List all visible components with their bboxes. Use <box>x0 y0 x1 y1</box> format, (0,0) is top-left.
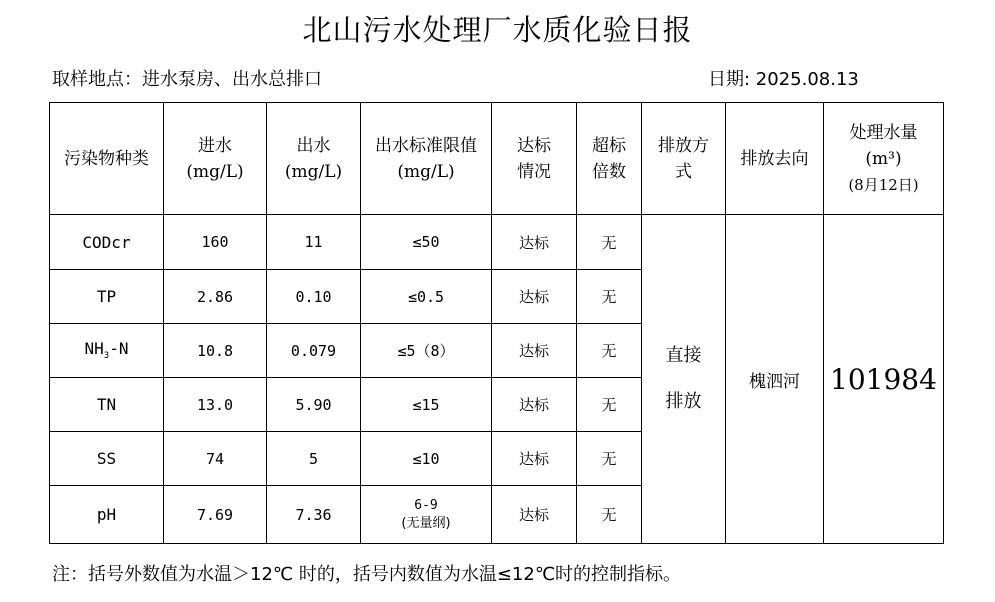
pollutant-name <box>50 324 164 378</box>
header-outflow-unit: (mg/L) <box>284 161 343 182</box>
limit-note: (无量纲) <box>401 515 451 531</box>
treated-volume: 101984 <box>824 215 944 544</box>
header-outflow-label: 出水 <box>296 135 331 156</box>
header-compliance <box>492 103 577 215</box>
pollutant-name-main: NH <box>84 339 104 359</box>
header-discharge-method <box>642 103 726 215</box>
exceed-value: 无 <box>577 486 642 544</box>
outflow-value: 5.90 <box>267 378 361 432</box>
limit-value <box>361 486 492 544</box>
exceed-value: 无 <box>577 270 642 324</box>
outflow-value: 0.079 <box>267 324 361 378</box>
header-discharge-method-label: 排放方式 <box>658 135 709 182</box>
header-inflow <box>164 103 267 215</box>
compliance-status: 达标 <box>492 215 577 270</box>
pollutant-name-subscript: 3 <box>103 351 110 362</box>
header-limit <box>361 103 492 215</box>
discharge-method-line2: 排放 <box>665 391 702 412</box>
inflow-value: 74 <box>164 432 267 486</box>
header-pollutant: 污染物种类 <box>50 103 164 215</box>
compliance-status: 达标 <box>492 432 577 486</box>
inflow-value: 10.8 <box>164 324 267 378</box>
compliance-status: 达标 <box>492 324 577 378</box>
pollutant-name: TP <box>50 270 164 324</box>
inflow-value: 13.0 <box>164 378 267 432</box>
exceed-value: 无 <box>577 215 642 270</box>
limit-value: ≤5（8） <box>361 324 492 378</box>
header-compliance-label: 达标情况 <box>517 135 551 182</box>
header-row <box>50 103 944 215</box>
compliance-status: 达标 <box>492 486 577 544</box>
water-quality-table <box>49 102 944 544</box>
exceed-value: 无 <box>577 378 642 432</box>
table-row <box>50 215 944 270</box>
discharge-destination: 槐泗河 <box>726 215 824 544</box>
pollutant-name: SS <box>50 432 164 486</box>
header-limit-unit: (mg/L) <box>397 161 455 182</box>
header-limit-label: 出水标准限值 <box>375 135 477 156</box>
header-volume-date: (8月12日) <box>848 175 919 194</box>
pollutant-name: TN <box>50 378 164 432</box>
discharge-method <box>642 215 726 544</box>
header-inflow-unit: (mg/L) <box>186 161 244 182</box>
inflow-value: 2.86 <box>164 270 267 324</box>
outflow-value: 5 <box>267 432 361 486</box>
limit-value: ≤15 <box>361 378 492 432</box>
pollutant-name: CODcr <box>50 215 164 270</box>
header-volume <box>824 103 944 215</box>
compliance-status: 达标 <box>492 270 577 324</box>
header-exceed <box>577 103 642 215</box>
discharge-method-line1: 直接 <box>665 345 702 366</box>
header-discharge-dest: 排放去向 <box>726 103 824 215</box>
header-exceed-label: 超标倍数 <box>592 135 626 182</box>
exceed-value: 无 <box>577 432 642 486</box>
inflow-value: 7.69 <box>164 486 267 544</box>
outflow-value: 7.36 <box>267 486 361 544</box>
header-outflow <box>267 103 361 215</box>
header-volume-label: 处理水量 <box>849 122 918 143</box>
limit-value: ≤50 <box>361 215 492 270</box>
pollutant-name-tail: -N <box>109 339 129 359</box>
limit-value: ≤0.5 <box>361 270 492 324</box>
header-volume-unit: (m³) <box>865 148 902 169</box>
inflow-value: 160 <box>164 215 267 270</box>
footnote: 注：括号外数值为水温＞12℃ 时的，括号内数值为水温≤12℃时的控制指标。 <box>52 564 682 585</box>
report-date: 日期: 2025.08.13 <box>708 69 859 90</box>
sampling-location: 取样地点：进水泵房、出水总排口 <box>52 69 322 90</box>
outflow-value: 0.10 <box>267 270 361 324</box>
exceed-value: 无 <box>577 324 642 378</box>
limit-range: 6-9 <box>414 497 438 513</box>
report-title: 北山污水处理厂水质化验日报 <box>302 13 693 47</box>
compliance-status: 达标 <box>492 378 577 432</box>
pollutant-name: pH <box>50 486 164 544</box>
header-inflow-label: 进水 <box>198 135 232 156</box>
outflow-value: 11 <box>267 215 361 270</box>
limit-value: ≤10 <box>361 432 492 486</box>
